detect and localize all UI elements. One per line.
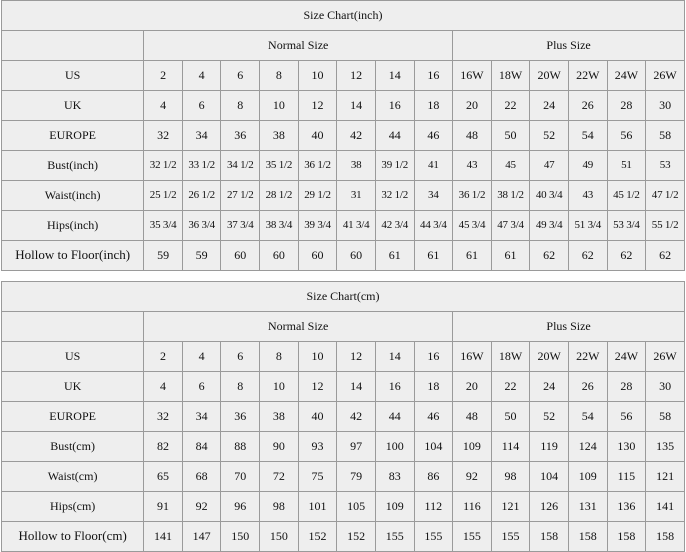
table-row (2, 372, 685, 402)
cell: 24W (607, 61, 646, 91)
chart-title: Size Chart(cm) (2, 282, 685, 312)
row-label-hollow-to-floor-inch: Hollow to Floor(inch) (2, 241, 144, 271)
row-label-europe: EUROPE (2, 402, 144, 432)
cell: 31 (337, 181, 376, 211)
cell: 119 (530, 432, 569, 462)
cell: 33 1/2 (182, 151, 221, 181)
cell: 152 (337, 522, 376, 552)
row-label-us: US (2, 342, 144, 372)
table-row (2, 121, 685, 151)
cell: 6 (182, 372, 221, 402)
cell: 2 (144, 342, 183, 372)
cell: 16W (453, 61, 492, 91)
cell: 109 (568, 462, 607, 492)
cell: 59 (182, 241, 221, 271)
cell: 44 3/4 (414, 211, 453, 241)
table-row (2, 342, 685, 372)
cell: 88 (221, 432, 260, 462)
table-row (2, 211, 685, 241)
cell: 32 1/2 (375, 181, 414, 211)
row-label-hollow-to-floor-cm: Hollow to Floor(cm) (2, 522, 144, 552)
cell: 32 1/2 (144, 151, 183, 181)
row-label-us: US (2, 61, 144, 91)
cell: 42 (337, 121, 376, 151)
cell: 10 (260, 91, 299, 121)
cell: 12 (337, 342, 376, 372)
cell: 62 (530, 241, 569, 271)
cell: 25 1/2 (144, 181, 183, 211)
cell: 70 (221, 462, 260, 492)
cell: 28 (607, 372, 646, 402)
cell: 40 (298, 121, 337, 151)
cell: 51 3/4 (568, 211, 607, 241)
cell: 39 3/4 (298, 211, 337, 241)
cell: 46 (414, 402, 453, 432)
cell: 158 (607, 522, 646, 552)
cell: 124 (568, 432, 607, 462)
cell: 36 (221, 121, 260, 151)
cell: 100 (375, 432, 414, 462)
cell: 61 (375, 241, 414, 271)
group-header-row (2, 312, 685, 342)
cell: 53 3/4 (607, 211, 646, 241)
cell: 58 (646, 402, 685, 432)
table-row (2, 432, 685, 462)
cell: 26W (646, 61, 685, 91)
table-row (2, 492, 685, 522)
table-row (2, 241, 685, 271)
size-chart-inch (1, 0, 685, 271)
cell: 96 (221, 492, 260, 522)
cell: 130 (607, 432, 646, 462)
cell: 12 (298, 372, 337, 402)
cell: 155 (414, 522, 453, 552)
cell: 18 (414, 372, 453, 402)
cell: 61 (491, 241, 530, 271)
cell: 101 (298, 492, 337, 522)
cell: 49 (568, 151, 607, 181)
cell: 47 1/2 (646, 181, 685, 211)
cell: 47 3/4 (491, 211, 530, 241)
table-row (2, 91, 685, 121)
cell: 136 (607, 492, 646, 522)
cell: 109 (375, 492, 414, 522)
cell: 158 (646, 522, 685, 552)
cell: 40 (298, 402, 337, 432)
cell: 14 (375, 61, 414, 91)
cell: 38 1/2 (491, 181, 530, 211)
cell: 158 (568, 522, 607, 552)
cell: 37 3/4 (221, 211, 260, 241)
cell: 121 (491, 492, 530, 522)
cell: 39 1/2 (375, 151, 414, 181)
cell: 93 (298, 432, 337, 462)
cell: 20 (453, 372, 492, 402)
cell: 49 3/4 (530, 211, 569, 241)
row-label-bust-inch: Bust(inch) (2, 151, 144, 181)
cell: 26 (568, 91, 607, 121)
cell: 98 (491, 462, 530, 492)
corner-blank-cell (2, 312, 144, 342)
row-label-waist-cm: Waist(cm) (2, 462, 144, 492)
cell: 91 (144, 492, 183, 522)
cell: 54 (568, 121, 607, 151)
table-row (2, 522, 685, 552)
cell: 75 (298, 462, 337, 492)
table-row (2, 181, 685, 211)
cell: 60 (221, 241, 260, 271)
cell: 20W (530, 61, 569, 91)
table-title-row (2, 1, 685, 31)
group-header-normal-size: Normal Size (144, 31, 453, 61)
group-header-row (2, 31, 685, 61)
cell: 20 (453, 91, 492, 121)
cell: 22 (491, 372, 530, 402)
cell: 56 (607, 121, 646, 151)
cell: 34 (182, 121, 221, 151)
cell: 24 (530, 372, 569, 402)
cell: 22W (568, 342, 607, 372)
cell: 141 (646, 492, 685, 522)
cell: 150 (221, 522, 260, 552)
cell: 121 (646, 462, 685, 492)
cell: 114 (491, 432, 530, 462)
table-row (2, 462, 685, 492)
cell: 141 (144, 522, 183, 552)
cell: 112 (414, 492, 453, 522)
corner-blank-cell (2, 31, 144, 61)
table-row (2, 61, 685, 91)
cell: 8 (221, 91, 260, 121)
cell: 126 (530, 492, 569, 522)
cell: 60 (337, 241, 376, 271)
table-row (2, 151, 685, 181)
cell: 22 (491, 91, 530, 121)
cell: 4 (144, 372, 183, 402)
cell: 55 1/2 (646, 211, 685, 241)
group-header-plus-size: Plus Size (453, 312, 685, 342)
cell: 8 (260, 342, 299, 372)
cell: 62 (646, 241, 685, 271)
cell: 131 (568, 492, 607, 522)
cell: 16W (453, 342, 492, 372)
table-title-row (2, 282, 685, 312)
cell: 18 (414, 91, 453, 121)
row-label-waist-inch: Waist(inch) (2, 181, 144, 211)
cell: 58 (646, 121, 685, 151)
cell: 48 (453, 402, 492, 432)
cell: 42 (337, 402, 376, 432)
cell: 6 (221, 61, 260, 91)
cell: 92 (182, 492, 221, 522)
cell: 46 (414, 121, 453, 151)
cell: 116 (453, 492, 492, 522)
cell: 14 (337, 91, 376, 121)
cell: 147 (182, 522, 221, 552)
row-label-hips-inch: Hips(inch) (2, 211, 144, 241)
cell: 52 (530, 402, 569, 432)
cell: 18W (491, 342, 530, 372)
cell: 16 (414, 61, 453, 91)
cell: 34 1/2 (221, 151, 260, 181)
cell: 6 (182, 91, 221, 121)
cell: 22W (568, 61, 607, 91)
cell: 97 (337, 432, 376, 462)
chart-divider (0, 271, 686, 281)
cell: 12 (337, 61, 376, 91)
cell: 18W (491, 61, 530, 91)
cell: 10 (298, 342, 337, 372)
cell: 135 (646, 432, 685, 462)
cell: 36 (221, 402, 260, 432)
cell: 28 1/2 (260, 181, 299, 211)
row-label-europe: EUROPE (2, 121, 144, 151)
cell: 35 3/4 (144, 211, 183, 241)
cell: 26W (646, 342, 685, 372)
cell: 38 (260, 121, 299, 151)
cell: 53 (646, 151, 685, 181)
cell: 36 3/4 (182, 211, 221, 241)
cell: 45 (491, 151, 530, 181)
cell: 84 (182, 432, 221, 462)
cell: 36 1/2 (298, 151, 337, 181)
cell: 65 (144, 462, 183, 492)
cell: 10 (260, 372, 299, 402)
table-row (2, 402, 685, 432)
cell: 115 (607, 462, 646, 492)
chart-title: Size Chart(inch) (2, 1, 685, 31)
cell: 24 (530, 91, 569, 121)
cell: 72 (260, 462, 299, 492)
cell: 12 (298, 91, 337, 121)
cell: 52 (530, 121, 569, 151)
row-label-hips-cm: Hips(cm) (2, 492, 144, 522)
cell: 36 1/2 (453, 181, 492, 211)
cell: 41 3/4 (337, 211, 376, 241)
cell: 50 (491, 402, 530, 432)
group-header-plus-size: Plus Size (453, 31, 685, 61)
cell: 56 (607, 402, 646, 432)
cell: 32 (144, 402, 183, 432)
cell: 79 (337, 462, 376, 492)
cell: 158 (530, 522, 569, 552)
cell: 30 (646, 372, 685, 402)
row-label-uk: UK (2, 91, 144, 121)
cell: 14 (375, 342, 414, 372)
cell: 54 (568, 402, 607, 432)
cell: 24W (607, 342, 646, 372)
cell: 98 (260, 492, 299, 522)
cell: 41 (414, 151, 453, 181)
cell: 28 (607, 91, 646, 121)
cell: 16 (375, 91, 414, 121)
cell: 47 (530, 151, 569, 181)
cell: 38 3/4 (260, 211, 299, 241)
cell: 34 (414, 181, 453, 211)
cell: 30 (646, 91, 685, 121)
cell: 44 (375, 402, 414, 432)
cell: 43 (568, 181, 607, 211)
cell: 16 (375, 372, 414, 402)
cell: 26 1/2 (182, 181, 221, 211)
cell: 92 (453, 462, 492, 492)
cell: 62 (607, 241, 646, 271)
cell: 150 (260, 522, 299, 552)
cell: 109 (453, 432, 492, 462)
cell: 14 (337, 372, 376, 402)
row-label-uk: UK (2, 372, 144, 402)
cell: 20W (530, 342, 569, 372)
cell: 60 (260, 241, 299, 271)
cell: 90 (260, 432, 299, 462)
cell: 62 (568, 241, 607, 271)
cell: 29 1/2 (298, 181, 337, 211)
cell: 61 (453, 241, 492, 271)
cell: 4 (182, 342, 221, 372)
cell: 50 (491, 121, 530, 151)
cell: 104 (530, 462, 569, 492)
cell: 105 (337, 492, 376, 522)
cell: 86 (414, 462, 453, 492)
cell: 38 (337, 151, 376, 181)
cell: 38 (260, 402, 299, 432)
cell: 61 (414, 241, 453, 271)
cell: 45 1/2 (607, 181, 646, 211)
cell: 60 (298, 241, 337, 271)
cell: 45 3/4 (453, 211, 492, 241)
size-chart-cm (1, 281, 685, 552)
cell: 43 (453, 151, 492, 181)
cell: 155 (375, 522, 414, 552)
cell: 44 (375, 121, 414, 151)
cell: 40 3/4 (530, 181, 569, 211)
cell: 83 (375, 462, 414, 492)
cell: 27 1/2 (221, 181, 260, 211)
cell: 155 (453, 522, 492, 552)
row-label-bust-cm: Bust(cm) (2, 432, 144, 462)
group-header-normal-size: Normal Size (144, 312, 453, 342)
cell: 42 3/4 (375, 211, 414, 241)
cell: 152 (298, 522, 337, 552)
cell: 26 (568, 372, 607, 402)
cell: 2 (144, 61, 183, 91)
cell: 104 (414, 432, 453, 462)
cell: 35 1/2 (260, 151, 299, 181)
cell: 59 (144, 241, 183, 271)
cell: 32 (144, 121, 183, 151)
cell: 8 (221, 372, 260, 402)
cell: 4 (182, 61, 221, 91)
cell: 82 (144, 432, 183, 462)
cell: 51 (607, 151, 646, 181)
cell: 6 (221, 342, 260, 372)
cell: 34 (182, 402, 221, 432)
cell: 48 (453, 121, 492, 151)
cell: 10 (298, 61, 337, 91)
cell: 8 (260, 61, 299, 91)
cell: 68 (182, 462, 221, 492)
cell: 16 (414, 342, 453, 372)
cell: 4 (144, 91, 183, 121)
cell: 155 (491, 522, 530, 552)
